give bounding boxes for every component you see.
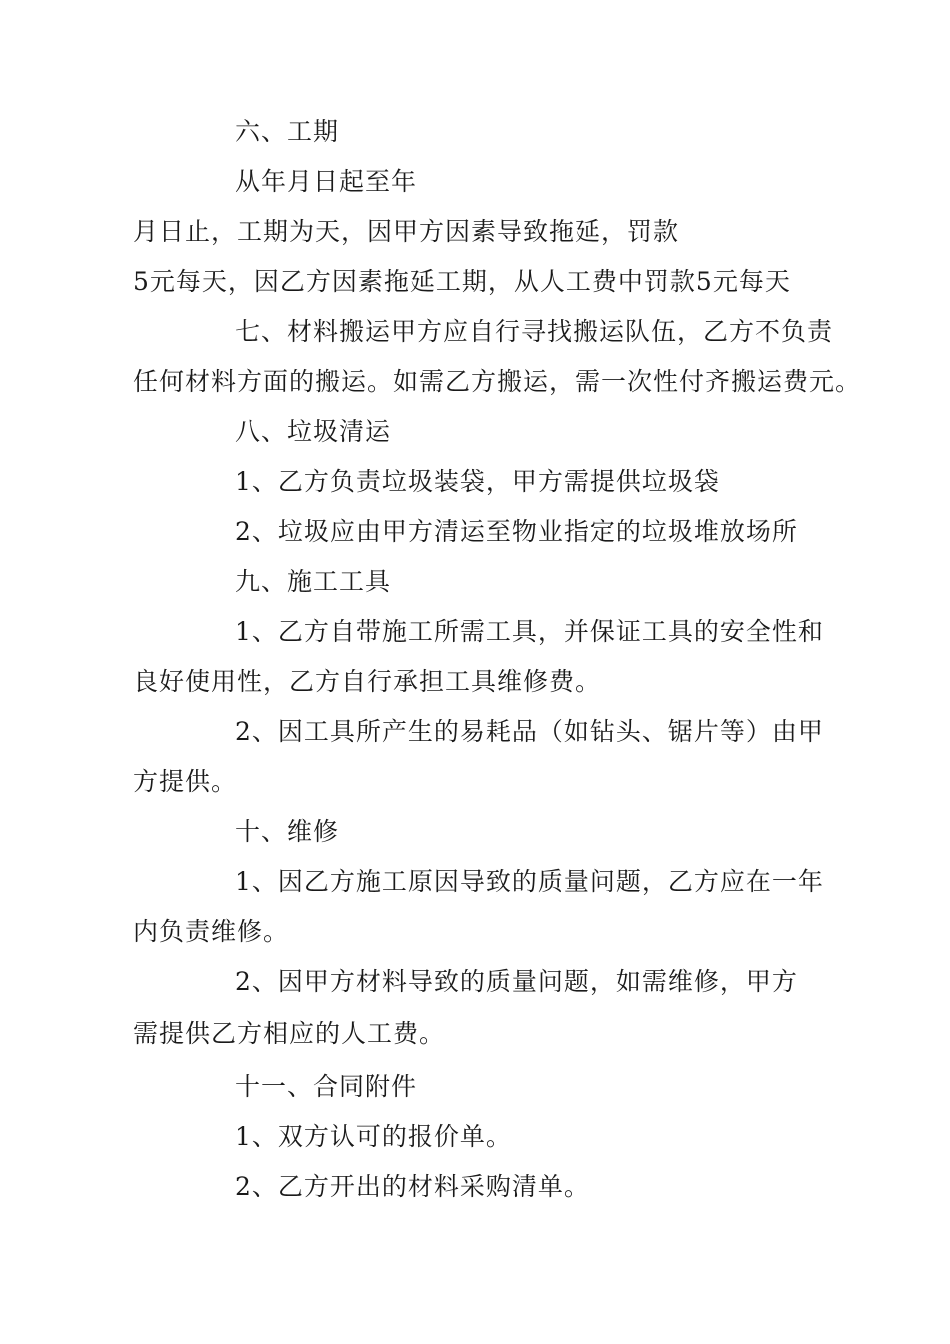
list-item: 2、乙方开出的材料采购清单。 bbox=[235, 1172, 590, 1201]
list-item: 1、因乙方施工原因导致的质量问题，乙方应在一年 bbox=[235, 867, 824, 896]
paragraph-line: 任何材料方面的搬运。如需乙方搬运，需一次性付齐搬运费元。 bbox=[133, 367, 862, 396]
paragraph-line: 需提供乙方相应的人工费。 bbox=[133, 1019, 446, 1048]
paragraph-line: 方提供。 bbox=[133, 767, 238, 796]
section-heading-maintenance: 十、维修 bbox=[235, 817, 340, 846]
paragraph-line: 月日止，工期为天，因甲方因素导致拖延，罚款 bbox=[133, 217, 680, 246]
section-heading-contract-attachments: 十一、合同附件 bbox=[235, 1072, 418, 1101]
list-item: 1、乙方自带施工所需工具，并保证工具的安全性和 bbox=[235, 617, 824, 646]
list-item: 1、乙方负责垃圾装袋，甲方需提供垃圾袋 bbox=[235, 467, 720, 496]
section-heading-waste-removal: 八、垃圾清运 bbox=[235, 417, 392, 446]
section-heading-tools: 九、施工工具 bbox=[235, 567, 392, 596]
paragraph-line: 内负责维修。 bbox=[133, 917, 290, 946]
paragraph-line: 5元每天，因乙方因素拖延工期，从人工费中罚款5元每天 bbox=[133, 267, 791, 296]
list-item: 2、因甲方材料导致的质量问题，如需维修，甲方 bbox=[235, 967, 798, 996]
list-item: 2、垃圾应由甲方清运至物业指定的垃圾堆放场所 bbox=[235, 517, 798, 546]
section-heading-material-transport: 七、材料搬运甲方应自行寻找搬运队伍，乙方不负责 bbox=[235, 317, 834, 346]
list-item: 1、双方认可的报价单。 bbox=[235, 1122, 512, 1151]
paragraph-line: 良好使用性，乙方自行承担工具维修费。 bbox=[133, 667, 602, 696]
list-item: 2、因工具所产生的易耗品（如钻头、锯片等）由甲 bbox=[235, 717, 824, 746]
section-heading-construction-period: 六、工期 bbox=[235, 117, 340, 146]
paragraph-line: 从年月日起至年 bbox=[235, 167, 418, 196]
